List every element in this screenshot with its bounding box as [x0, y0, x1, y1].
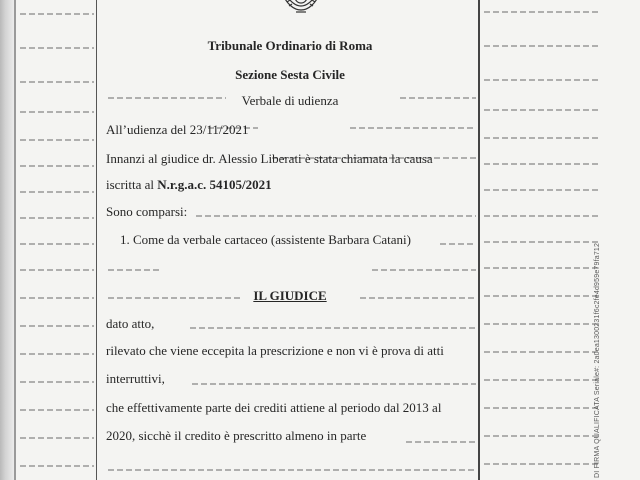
- appeared-item: 1. Come da verbale cartaceo (assistente Barbara Catani): [120, 232, 411, 247]
- document-type: Verbale di udienza: [241, 93, 339, 108]
- digital-signature-stamp: DI FIRMA QUALIFICATA Seriale#: 2a0ea1300231f6c2fe4d959e79fa712: [594, 242, 601, 478]
- court-section: Sezione Sesta Civile: [235, 67, 345, 82]
- case-line: [106, 177, 272, 192]
- body-line-2: rilevato che viene eccepita la prescrizione e non vi è prova di atti: [106, 343, 444, 358]
- body-line-3: interruttivi,: [106, 371, 165, 386]
- body-line-4: che effettivamente parte dei crediti attiene al periodo dal 2013 al: [106, 400, 442, 415]
- hearing-date-line: All’udienza del 23/11/2021: [106, 122, 249, 137]
- body-line-5: 2020, sicchè il credito è prescritto almeno in parte: [106, 428, 367, 443]
- case-number: N.r.g.a.c. 54105/2021: [157, 177, 272, 192]
- right-margin-line: [478, 0, 480, 480]
- republic-emblem-icon: [276, 0, 326, 16]
- appeared-label: Sono comparsi:: [106, 204, 188, 219]
- body-line-1: dato atto,: [106, 316, 155, 331]
- left-margin-line: [96, 0, 97, 480]
- court-name: Tribunale Ordinario di Roma: [207, 38, 373, 53]
- judge-heading: IL GIUDICE: [253, 288, 327, 303]
- judge-line: Innanzi al giudice dr. Alessio Liberati è stata chiamata la causa: [106, 151, 433, 166]
- case-line-prefix: iscritta al: [106, 177, 158, 192]
